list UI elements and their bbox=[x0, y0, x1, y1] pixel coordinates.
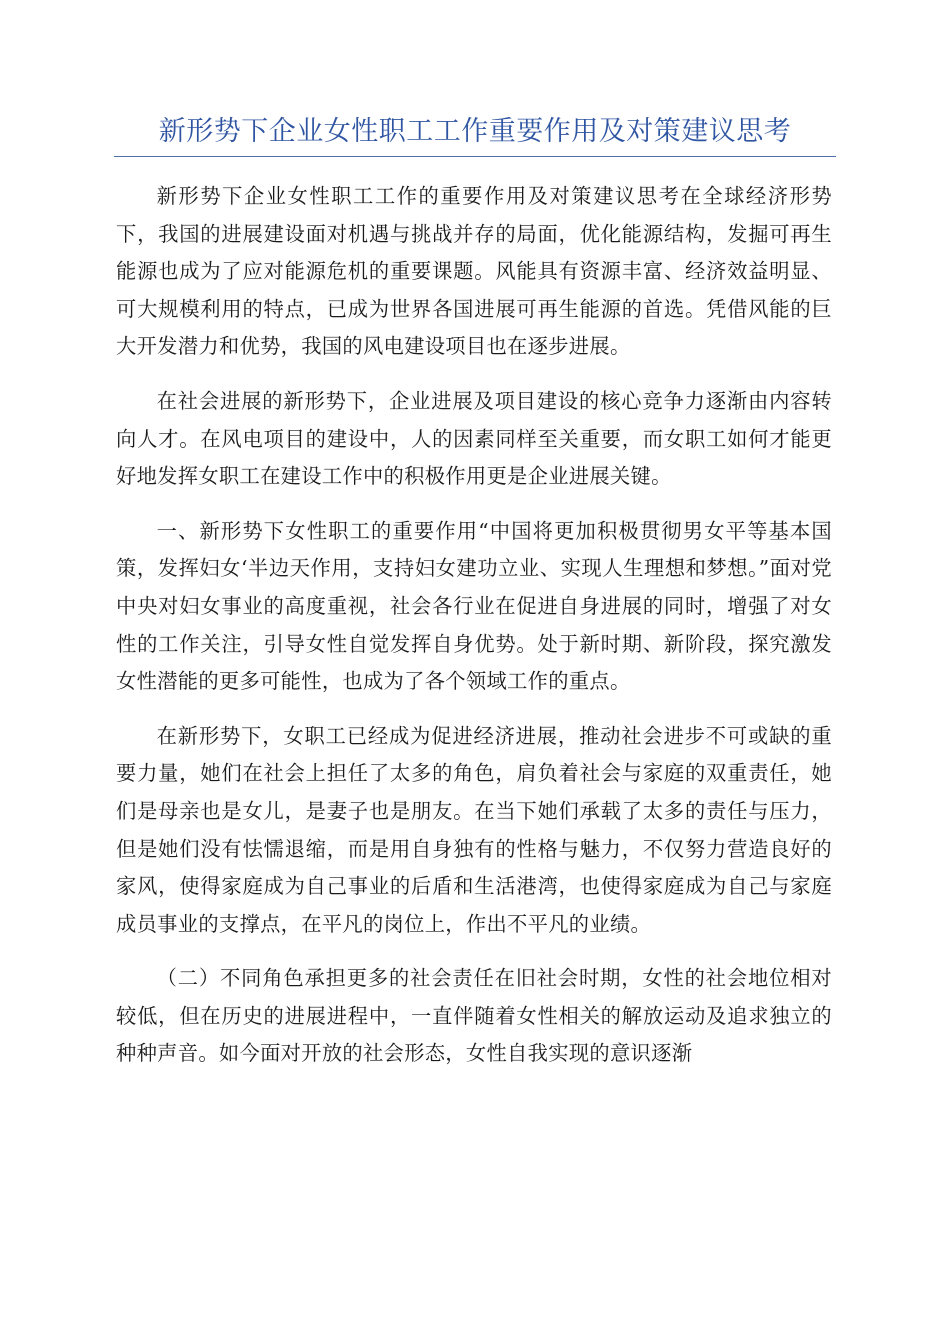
title-block bbox=[114, 112, 836, 157]
paragraph-3: 一、新形势下女性职工的重要作用“中国将更加积极贯彻男女平等基本国策，发挥妇女‘半边天作用，支持妇女建功立业、实现人生理想和梦想。”面对党中央对妇女事业的高度重视，社会各行业在促进自身进展的同时，增强了对女性的工作关注，引导女性自觉发挥自身优势。处于新时期、新阶段，探究激发女性潜能的更多可能性，也成为了各个领域工作的重点。 bbox=[116, 518, 832, 694]
paragraph-4: 在新形势下，女职工已经成为促进经济进展，推动社会进步不可或缺的重要力量，她们在社会上担任了太多的角色，肩负着社会与家庭的双重责任，她们是母亲也是女儿，是妻子也是朋友。在当下她们承载了太多的责任与压力，但是她们没有怯懦退缩，而是用自身独有的性格与魅力，不仅努力营造良好的家风，使得家庭成为自己事业的后盾和生活港湾，也使得家庭成为自己与家庭成员事业的支撑点，在平凡的岗位上，作出不平凡的业绩。 bbox=[116, 723, 832, 936]
paragraph-1: 新形势下企业女性职工工作的重要作用及对策建议思考在全球经济形势下，我国的进展建设面对机遇与挑战并存的局面，优化能源结构，发掘可再生能源也成为了应对能源危机的重要课题。风能具有资源丰富、经济效益明显、可大规模利用的特点，已成为世界各国进展可再生能源的首选。凭借风能的巨大开发潜力和优势，我国的风电建设项目也在逐步进展。 bbox=[116, 184, 832, 359]
paragraph-5: （二）不同角色承担更多的社会责任在旧社会时期，女性的社会地位相对较低，但在历史的进展进程中，一直伴随着女性相关的解放运动及追求独立的种种声音。如今面对开放的社会形态，女性自我实现的意识逐渐 bbox=[116, 966, 832, 1066]
document-body bbox=[116, 178, 832, 1090]
paragraph-2: 在社会进展的新形势下，企业进展及项目建设的核心竞争力逐渐由内容转向人才。在风电项目的建设中，人的因素同样至关重要，而女职工如何才能更好地发挥女职工在建设工作中的积极作用更是企业进展关键。 bbox=[116, 388, 832, 489]
document-title: 新形势下企业女性职工工作重要作用及对策建议思考 bbox=[158, 116, 792, 147]
